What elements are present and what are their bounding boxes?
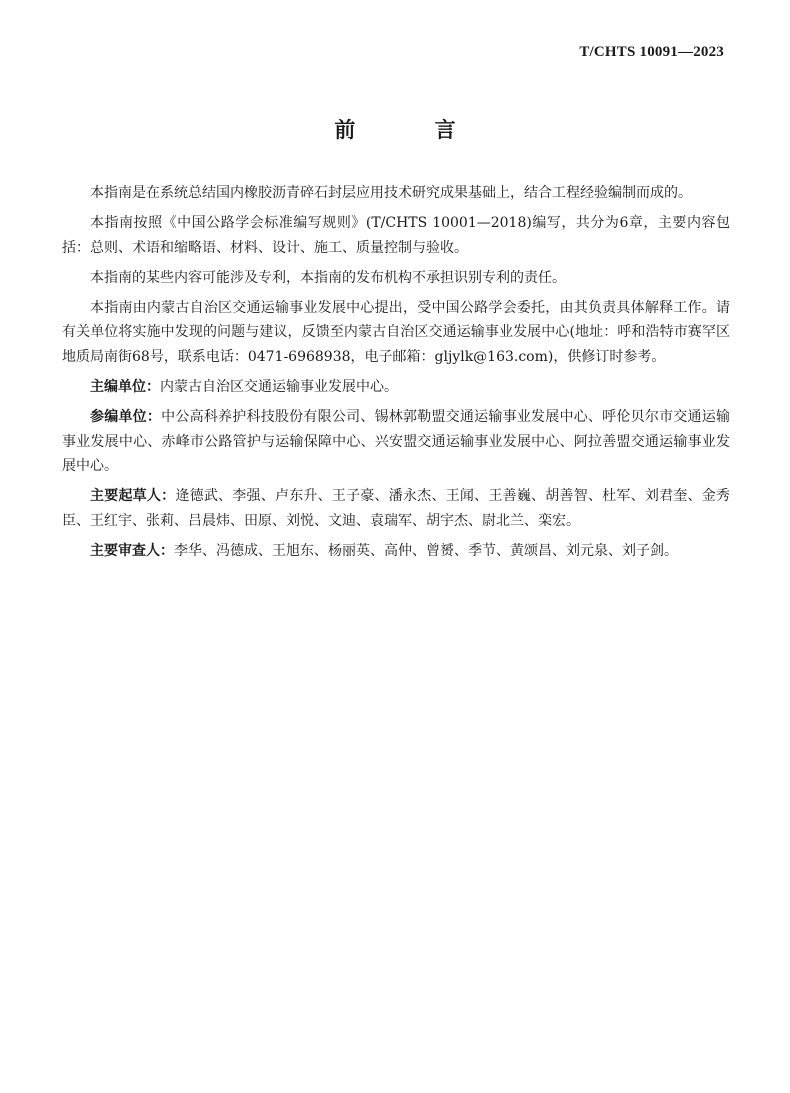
paragraph-patent: 本指南的某些内容可能涉及专利，本指南的发布机构不承担识别专利的责任。 — [90, 269, 566, 286]
drafters-value: 逄德武、李强、卢东升、王子豪、潘永杰、王闻、王善巍、胡善智、杜军、刘君奎、金秀臣、王红宇、张莉、吕晨炜、田原、刘悦、文迪、袁瑞军、胡宇杰、尉北兰、栾宏。 — [62, 488, 731, 529]
drafters-label: 主要起草人： — [90, 488, 176, 505]
paragraph-contact: 本指南由内蒙古自治区交通运输事业发展中心提出，受中国公路学会委托，由其负责具体解释工作。请有关单位将实施中发现的问题与建议，反馈至内蒙古自治区交通运输事业发展中心(地址：呼和浩特市赛罕区地质局南街68号，联系电话：0471-6968938，电子邮箱：gljylk@163.com)，供修订时参考。 — [62, 300, 730, 365]
reviewers-value: 李华、冯德成、王旭东、杨丽英、高仲、曾赟、季节、黄颂昌、刘元泉、刘子剑。 — [174, 542, 678, 559]
chief-editor-value: 内蒙古自治区交通运输事业发展中心。 — [160, 379, 398, 396]
paragraph-structure: 本指南按照《中国公路学会标准编写规则》(T/CHTS 10001—2018)编写，共分为6章，主要内容包括：总则、术语和缩略语、材料、设计、施工、质量控制与验收。 — [62, 215, 730, 256]
chief-editor-label: 主编单位： — [90, 379, 160, 396]
chief-editor-line — [62, 375, 730, 399]
drafters-line — [62, 484, 730, 533]
reviewers-label: 主要审查人： — [90, 542, 174, 559]
participants-value: 中公高科养护科技股份有限公司、锡林郭勒盟交通运输事业发展中心、呼伦贝尔市交通运输事业发展中心、赤峰市公路管护与运输保障中心、兴安盟交通运输事业发展中心、阿拉善盟交通运输事业发展中心。 — [62, 409, 731, 474]
standard-code: T/CHTS 10091—2023 — [579, 44, 724, 60]
participants-line — [62, 405, 730, 478]
page-title: 前 言 — [334, 118, 492, 142]
participants-label: 参编单位： — [90, 409, 162, 426]
foreword-body — [62, 181, 730, 569]
paragraph-intro: 本指南是在系统总结国内橡胶沥青碎石封层应用技术研究成果基础上，结合工程经验编制而成的。 — [90, 185, 692, 201]
reviewers-line — [62, 539, 730, 563]
